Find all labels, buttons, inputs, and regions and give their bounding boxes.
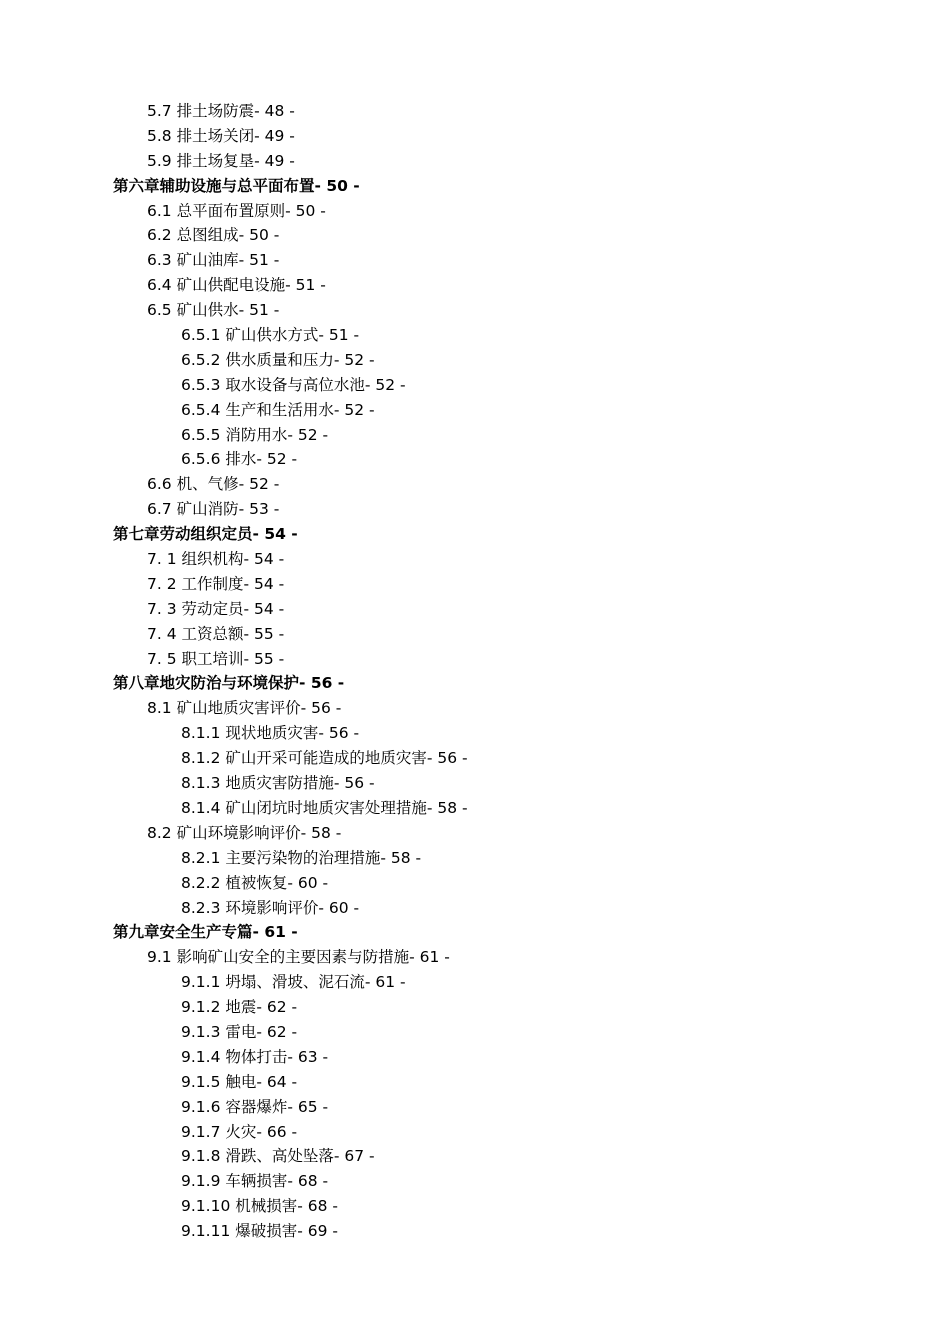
toc-section-entry[interactable]: 8.1 矿山地质灾害评价- 56 - (147, 699, 342, 718)
toc-section-entry[interactable]: 6.3 矿山油库- 51 - (147, 251, 280, 270)
toc-subsection-entry[interactable]: 9.1.5 触电- 64 - (181, 1072, 298, 1091)
toc-subsection-entry[interactable]: 8.2.3 环境影响评价- 60 - (181, 898, 360, 917)
table-of-contents (0, 99, 950, 1244)
toc-section-entry[interactable]: 6.1 总平面布置原则- 50 - (147, 201, 326, 220)
toc-subsection-entry[interactable]: 6.5.2 供水质量和压力- 52 - (181, 350, 375, 369)
toc-section-entry[interactable]: 6.4 矿山供配电设施- 51 - (147, 276, 326, 295)
toc-subsection-entry[interactable]: 8.2.2 植被恢复- 60 - (181, 873, 329, 892)
toc-subsection-entry[interactable]: 6.5.5 消防用水- 52 - (181, 425, 329, 444)
toc-section-entry[interactable]: 5.8 排土场关闭- 49 - (147, 126, 295, 145)
toc-chapter-entry[interactable]: 第六章辅助设施与总平面布置- 50 - (113, 176, 360, 195)
toc-section-entry[interactable]: 5.9 排土场复垦- 49 - (147, 151, 295, 170)
toc-subsection-entry[interactable]: 9.1.10 机械损害- 68 - (181, 1197, 338, 1216)
toc-subsection-entry[interactable]: 8.1.4 矿山闭坑时地质灾害处理措施- 58 - (181, 798, 468, 817)
toc-subsection-entry[interactable]: 8.2.1 主要污染物的治理措施- 58 - (181, 848, 422, 867)
toc-chapter-entry[interactable]: 第九章安全生产专篇- 61 - (113, 923, 298, 942)
toc-section-entry[interactable]: 5.7 排土场防震- 48 - (147, 102, 295, 120)
toc-section-entry[interactable]: 7. 3 劳动定员- 54 - (147, 599, 285, 618)
toc-subsection-entry[interactable]: 6.5.1 矿山供水方式- 51 - (181, 326, 360, 345)
toc-section-entry[interactable]: 9.1 影响矿山安全的主要因素与防措施- 61 - (147, 948, 450, 967)
toc-section-entry[interactable]: 7. 5 职工培训- 55 - (147, 649, 285, 668)
toc-chapter-entry[interactable]: 第八章地灾防治与环境保护- 56 - (113, 674, 345, 693)
toc-subsection-entry[interactable]: 8.1.1 现状地质灾害- 56 - (181, 724, 360, 743)
toc-subsection-entry[interactable]: 8.1.3 地质灾害防措施- 56 - (181, 774, 375, 793)
toc-subsection-entry[interactable]: 9.1.9 车辆损害- 68 - (181, 1172, 329, 1191)
toc-section-entry[interactable]: 6.6 机、气修- 52 - (147, 475, 280, 494)
toc-subsection-entry[interactable]: 9.1.6 容器爆炸- 65 - (181, 1097, 329, 1116)
toc-section-entry[interactable]: 6.7 矿山消防- 53 - (147, 500, 280, 519)
toc-chapter-entry[interactable]: 第七章劳动组织定员- 54 - (113, 525, 298, 544)
toc-subsection-entry[interactable]: 9.1.11 爆破损害- 69 - (181, 1222, 338, 1241)
toc-subsection-entry[interactable]: 9.1.3 雷电- 62 - (181, 1022, 298, 1041)
toc-section-entry[interactable]: 6.2 总图组成- 50 - (147, 226, 280, 245)
toc-section-entry[interactable]: 7. 2 工作制度- 54 - (147, 574, 285, 593)
toc-subsection-entry[interactable]: 9.1.2 地震- 62 - (181, 998, 298, 1017)
toc-subsection-entry[interactable]: 9.1.1 坍塌、滑坡、泥石流- 61 - (181, 973, 406, 992)
toc-section-entry[interactable]: 8.2 矿山环境影响评价- 58 - (147, 823, 342, 842)
toc-subsection-entry[interactable]: 9.1.4 物体打击- 63 - (181, 1047, 329, 1066)
toc-subsection-entry[interactable]: 6.5.6 排水- 52 - (181, 450, 298, 469)
toc-subsection-entry[interactable]: 6.5.3 取水设备与高位水池- 52 - (181, 375, 406, 394)
toc-section-entry[interactable]: 7. 4 工资总额- 55 - (147, 624, 285, 643)
toc-subsection-entry[interactable]: 6.5.4 生产和生活用水- 52 - (181, 400, 375, 419)
toc-subsection-entry[interactable]: 8.1.2 矿山开采可能造成的地质灾害- 56 - (181, 749, 468, 768)
toc-subsection-entry[interactable]: 9.1.8 滑跌、高处坠落- 67 - (181, 1147, 375, 1166)
toc-section-entry[interactable]: 6.5 矿山供水- 51 - (147, 301, 280, 320)
toc-section-entry[interactable]: 7. 1 组织机构- 54 - (147, 550, 285, 569)
toc-subsection-entry[interactable]: 9.1.7 火灾- 66 - (181, 1122, 298, 1141)
